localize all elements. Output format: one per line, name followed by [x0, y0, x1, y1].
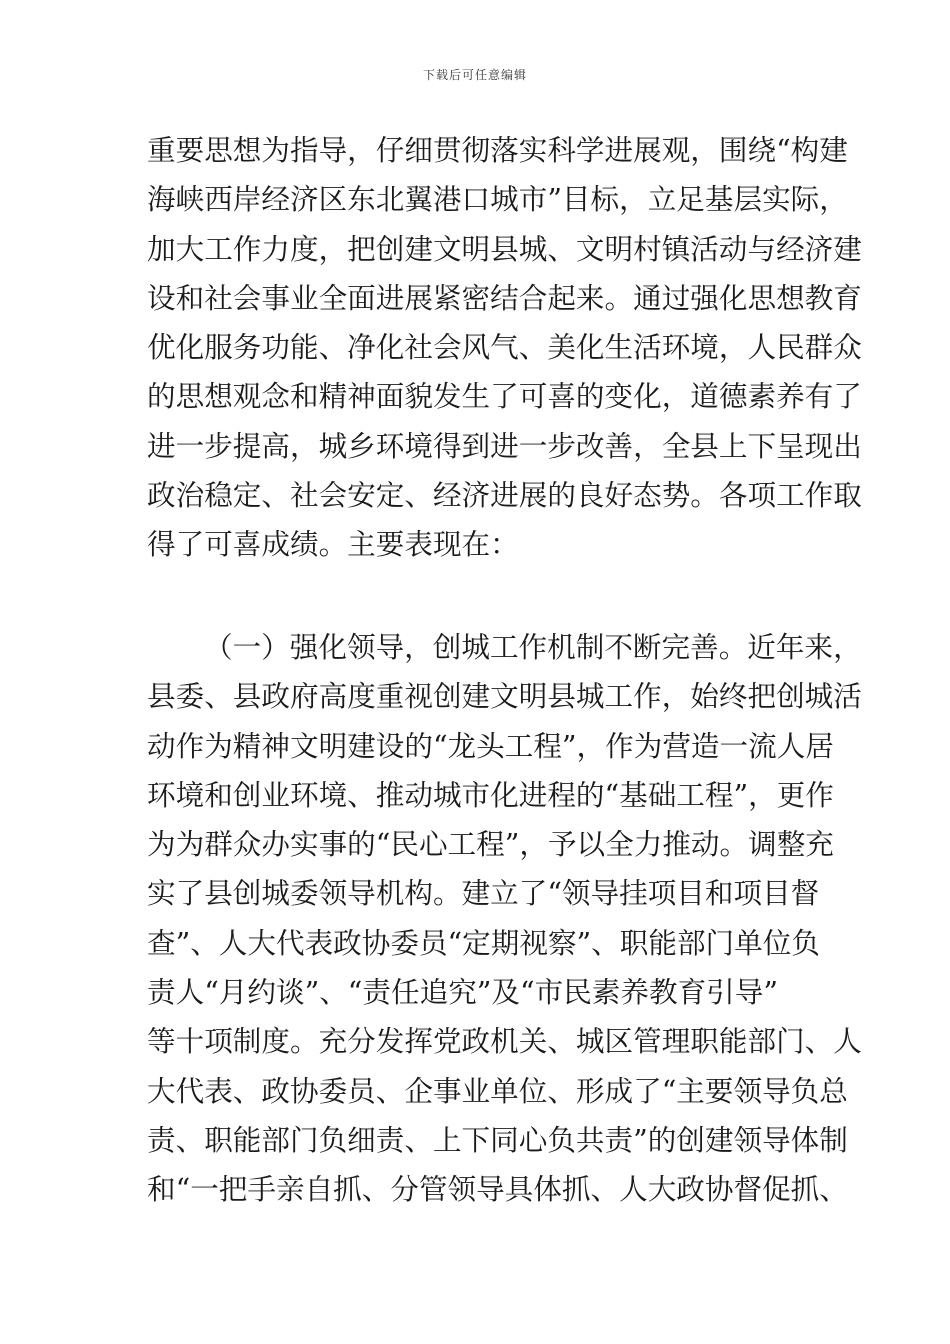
text-line: 海峡西岸经济区东北翼港口城市”目标，立足基层实际，	[147, 182, 848, 217]
text-line: 重要思想为指导，仔细贯彻落实科学进展观，围绕“构建	[147, 133, 848, 167]
section-heading-line: （一）强化领导，创城工作机制不断完善。近年来，	[204, 630, 862, 664]
paragraph-intro	[147, 126, 862, 570]
text-line: 环境和创业环境、推动城市化进程的“基础工程”，更作	[147, 777, 834, 812]
text-line: 进一步提高，城乡环境得到进一步改善，全县上下呈现出	[147, 428, 862, 463]
text-line: 县委、县政府高度重视创建文明县城工作，始终把创城活	[147, 679, 862, 714]
page-header-note: 下载后可任意编辑	[422, 68, 527, 82]
text-line: 为为群众办实事的“民心工程”，予以全力推动。调整充	[147, 827, 834, 862]
paragraph-section-one	[147, 623, 862, 1215]
text-line: 加大工作力度，把创建文明县城、文明村镇活动与经济建	[147, 231, 862, 266]
text-line: 责人“月约谈”、“责任追究”及“市民素养教育引导”	[147, 975, 778, 1010]
text-line: 得了可喜成绩。主要表现在：	[147, 527, 519, 562]
text-line: 责、职能部门负细责、上下同心负共责”的创建领导体制	[147, 1122, 848, 1157]
text-line: 动作为精神文明建设的“龙头工程”，作为营造一流人居	[147, 728, 834, 763]
text-line: 政治稳定、社会安定、经济进展的良好态势。各项工作取	[147, 478, 862, 513]
text-line: 设和社会事业全面进展紧密结合起来。通过强化思想教育	[147, 280, 862, 315]
text-line: 实了县创城委领导机构。建立了“领导挂项目和项目督	[147, 876, 820, 911]
text-line: 等十项制度。充分发挥党政机关、城区管理职能部门、人	[147, 1024, 862, 1059]
text-line: 优化服务功能、净化社会风气、美化生活环境，人民群众	[147, 330, 862, 365]
text-line: 大代表、政协委员、企事业单位、形成了“主要领导负总	[147, 1073, 848, 1108]
text-line: 的思想观念和精神面貌发生了可喜的变化，道德素养有了	[147, 379, 862, 414]
text-line: 和“一把手亲自抓、分管领导具体抓、人大政协督促抓、	[147, 1172, 848, 1207]
text-line: 查”、人大代表政协委员“定期视察”、职能部门单位负	[147, 925, 820, 960]
